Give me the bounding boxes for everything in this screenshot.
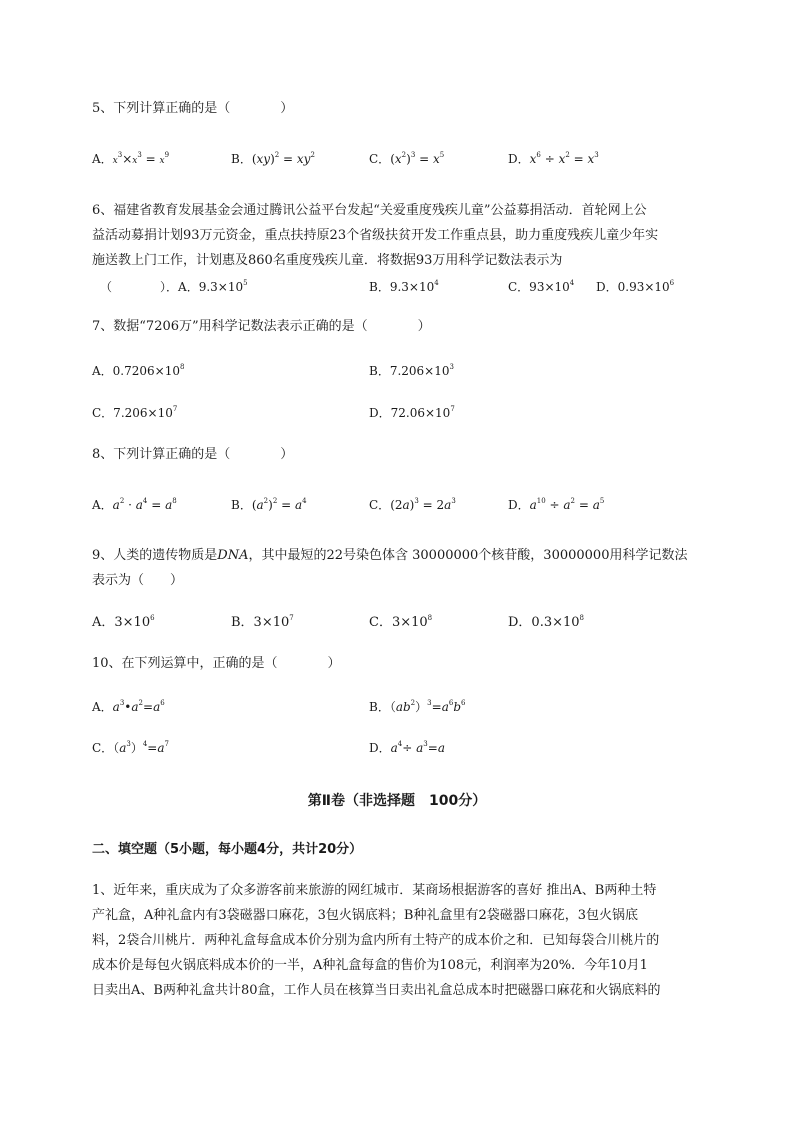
question-6-option-d [596,278,674,296]
exponent: 3 [449,363,454,371]
exponent: 4 [434,279,439,287]
question-7-option-d [369,404,455,422]
question-8-stem [92,446,293,464]
question-5-option-d: D．$x^6 \div x^2 = x^3$ [508,151,599,166]
option-text: C．93×10 [508,280,570,294]
exponent: 4 [569,279,575,287]
question-9-line [92,543,742,568]
question-9-line: 表示为（ ） [92,573,184,588]
option-text: D．72.06×10 [369,406,451,420]
option-text: D．0.3×10 [508,615,580,630]
dna-term: DNA [217,548,249,563]
exponent: 7 [172,405,178,413]
question-5-option-a: A．$x^3\times x^3 = x^9$ [92,151,170,166]
question-5-option-c: C．$(x^2)^3 = x^5$ [369,151,445,166]
fill-question-1-line: 1、近年来，重庆成为了众多游客前来旅游的网红城市．某商场根据游客的喜好 推出A、B两种土特 [92,883,657,898]
option-text: A．3×10 [92,615,151,630]
exponent: 8 [579,614,585,622]
fill-question-1-line: 成本价是每包火锅底料成本价的一半，A种礼盒每盒的售价为108元，利润率为20%．今年10月1 [92,958,648,973]
exponent: 8 [427,614,433,622]
option-label: A． [92,700,113,714]
question-6-option-c [508,278,574,296]
option-label: D． [369,741,391,755]
question-7-text: 7、数据“7206万”用科学记数法表示正确的是（ [92,319,368,334]
exponent: 6 [150,614,155,622]
exponent: 5 [243,279,248,287]
question-9-option-c [369,614,432,632]
fill-question-1-line: 料，2袋合川桃片．两种礼盒每盒成本价分别为盒内所有土特产的成本价之和．已知每袋合川桃片的 [92,933,660,948]
question-6-line: 施送教上门工作，计划惠及860名重度残疾儿童．将数据93万用科学记数法表示为 [92,253,563,268]
option-text: B．3×10 [231,615,290,630]
question-7-paren-close: ） [417,319,431,334]
question-6-option-b [369,278,439,296]
text: 9、人类的遗传物质是 [92,548,218,563]
option-label: B．（ [369,700,396,714]
question-7-stem [92,318,431,336]
fill-question-1 [92,878,742,1003]
option-label: C． [369,498,391,512]
question-5-option-b: B．$(xy)^2 = xy^2$ [231,151,315,166]
text: ，其中最短的22号染色体含 30000000个核苷酸，30000000用科学记数法 [248,548,688,563]
option-text: D．0.93×10 [596,280,670,294]
question-7-option-a [92,362,184,380]
question-6-paren [100,278,248,296]
option-label: A． [92,152,113,166]
question-8-option-d: D．$a^{10} \div a^2 = a^5$ [508,497,605,512]
question-10-option-d: D．$a^4\div a^3=a$ [369,740,445,755]
question-10-option-c: C．$(a^3)^4=a^7$ [92,740,169,755]
question-10-option-a: A．$a^3•a^2=a^6$ [92,699,165,714]
option-label: A． [92,498,113,512]
option-label: C．（ [92,741,120,755]
question-10-paren-close: ） [327,656,341,671]
question-6-line: 6、福建省教育发展基金会通过腾讯公益平台发起“关爱重度残疾儿童”公益募捐活动．首轮网上公 [92,203,647,218]
option-label: D． [508,152,530,166]
option-text: C．7.206×10 [92,406,173,420]
paren-open: （ [100,280,113,294]
question-9-option-b [231,614,294,632]
section-title: 第Ⅱ卷（非选择题 100分） [307,793,487,809]
question-6-line: 益活动募捐计划93万元资金，重点扶持原23个省级扶贫开发工作重点县，助力重度残疾儿童少年实 [92,228,659,243]
question-8-option-b: B．$(a^2)^2 = a^4$ [231,497,307,512]
question-6-option-a: A．9.3×10 [178,280,244,294]
question-10-stem [92,655,341,673]
question-9-option-d [508,614,584,632]
fill-question-1-line: 产礼盒，A种礼盒内有3袋磁器口麻花，3包火锅底料；B种礼盒里有2袋磁器口麻花，3包火锅底 [92,908,639,923]
question-8-option-a: A．$a^2 \cdot a^4 = a^8$ [92,497,177,512]
question-7-option-c [92,404,177,422]
question-10-option-b: B．$(ab^2)^3=a^6b^6$ [369,699,466,714]
option-text: C．3×10 [369,615,428,630]
exponent: 7 [450,405,455,413]
question-8-text: 8、下列计算正确的是（ [92,447,231,462]
question-6-stem [92,198,742,273]
question-7-option-b [369,362,454,380]
option-label: D． [508,498,530,512]
option-label: B． [231,152,252,166]
option-label: C． [369,152,391,166]
question-8-option-c: C．$(2a)^3 = 2a^3$ [369,497,456,512]
exponent: 8 [179,363,185,371]
exponent: 7 [289,614,294,622]
question-5-stem [92,100,293,118]
part-title: 二、填空题（5小题，每小题4分，共计20分） [92,842,363,857]
question-9-option-a [92,614,155,632]
paren-close: ）． [160,280,179,294]
exponent: 6 [669,279,675,287]
fill-question-1-line: 日卖出A、B两种礼盒共计80盒，工作人员在核算当日卖出礼盒总成本时把磁器口麻花和火锅底料的 [92,983,661,998]
question-10-text: 10、在下列运算中，正确的是（ [92,656,278,671]
option-text: A．0.7206×10 [92,364,180,378]
option-label: B． [231,498,252,512]
question-5-paren-close: ） [280,101,294,116]
question-9-stem [92,543,742,593]
option-text: B．7.206×10 [369,364,450,378]
question-8-paren-close: ） [280,447,294,462]
option-text: B．9.3×10 [369,280,435,294]
question-5-text: 5、下列计算正确的是（ [92,101,231,116]
